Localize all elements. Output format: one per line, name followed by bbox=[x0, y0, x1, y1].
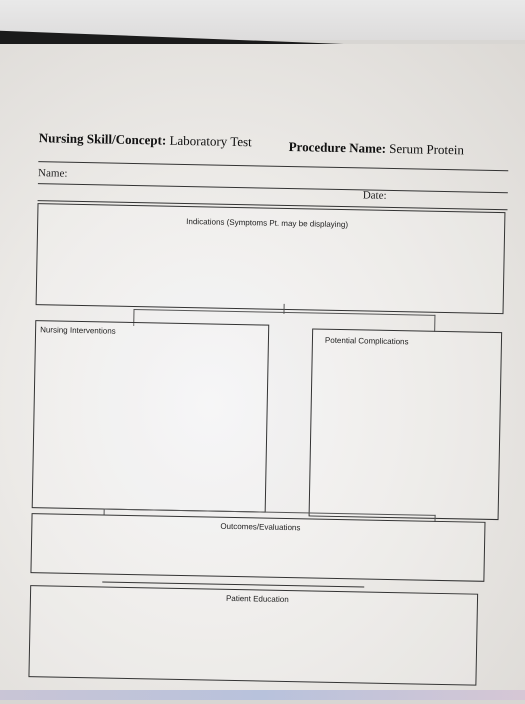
care-plan-form bbox=[18, 75, 520, 704]
skill-concept: Nursing Skill/Concept: Laboratory Test bbox=[38, 130, 252, 150]
taskbar-edge bbox=[0, 690, 525, 700]
connector-stem bbox=[283, 304, 284, 314]
form-header bbox=[38, 130, 509, 158]
nursing-interventions-box bbox=[32, 320, 270, 512]
nursing-interventions-label: Nursing Interventions bbox=[40, 325, 116, 336]
patient-education-box bbox=[28, 585, 478, 686]
outcomes-box bbox=[30, 513, 485, 582]
indications-label: Indications (Symptoms Pt. may be displaying) bbox=[186, 217, 349, 230]
patient-education-label: Patient Education bbox=[225, 593, 289, 605]
name-field-label: Name: bbox=[38, 167, 68, 180]
date-field-label: Date: bbox=[362, 189, 387, 202]
potential-complications-box bbox=[309, 328, 503, 520]
indications-box bbox=[36, 203, 506, 314]
header-rule bbox=[38, 161, 508, 171]
outcomes-label: Outcomes/Evaluations bbox=[220, 521, 301, 533]
potential-complications-label: Potential Complications bbox=[324, 335, 409, 347]
name-line bbox=[38, 183, 508, 193]
procedure-name: Procedure Name: Serum Protein bbox=[288, 138, 465, 158]
